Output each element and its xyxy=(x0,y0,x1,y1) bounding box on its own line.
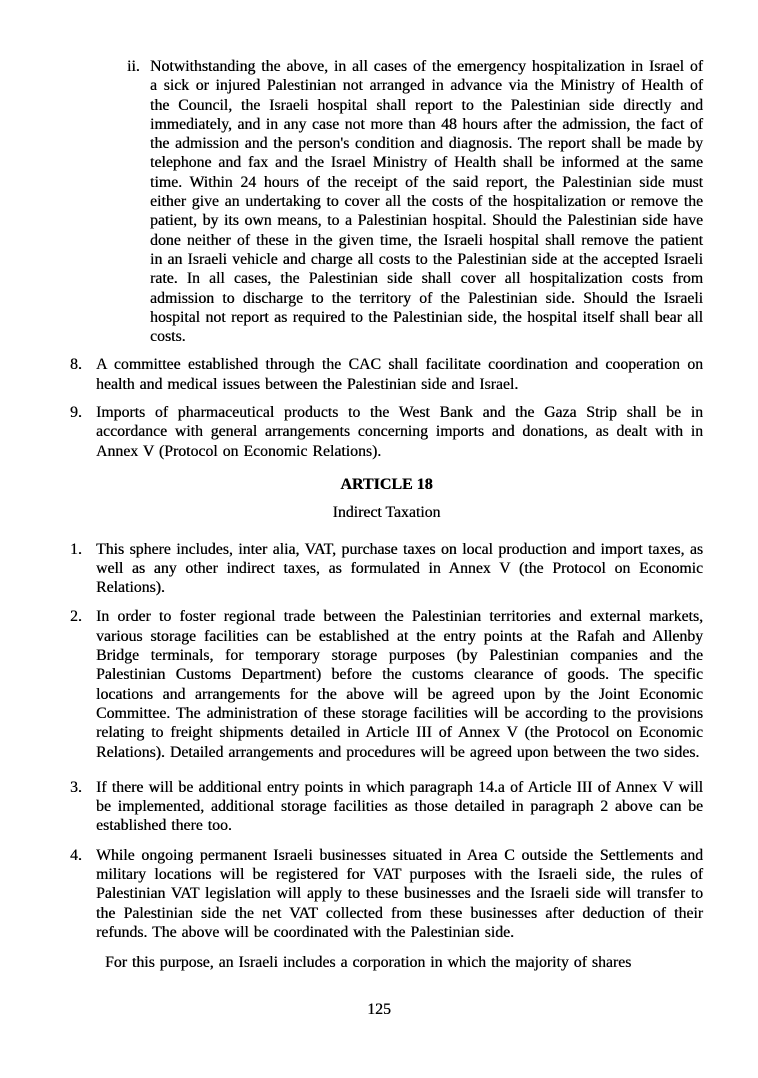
sub-item-text: Notwithstanding the above, in all cases of the emergency hospitalization in Israel of a sick or injured Palestinian not arranged in advance via the Ministry of Health of the Council, the Israeli hospital shall report to the Palestinian side directly and immediately, and in any case not more than 48 hours after the admission, the fact of the admission and the person's condition and diagnosis. The report shall be made by telephone and fax and the Israel Ministry of Health shall be informed at the same time. Within 24 hours of the receipt of the said report, the Palestinian side must either give an undertaking to cover all the costs of the hospitalization or remove the patient, by its own means, to a Palestinian hospital. Should the Palestinian side have done neither of these in the given time, the Israeli hospital shall remove the patient in an Israeli vehicle and charge all costs to the Palestinian side at the accepted Israeli rate. In all cases, the Palestinian side shall cover all hospitalization costs from admission to discharge to the territory of the Palestinian side. Should the Israeli hospital not report as required to the Palestinian side, the hospital itself shall bear all costs. xyxy=(150,58,703,346)
article-18-heading: ARTICLE 18 xyxy=(340,475,433,493)
item-text: In order to foster regional trade between the Palestinian territories and external markets, various storage facilities can be established at the entry points at the Rafah and Allenby Bridge terminals, for temporary storage purposes (by Palestinian companies and the Palestinian Customs Department) before the customs clearance of goods. The specific locations and arrangements for the above will be agreed upon by the Joint Economic Committee. The administration of these storage facilities will be according to the provisions relating to freight shipments detailed in Article III of Annex V (the Protocol on Economic Relations). Detailed arrangements and procedures will be agreed upon between the two sides. xyxy=(96,608,703,761)
paragraph-continuation: For this purpose, an Israeli includes a corporation in which the majority of shares xyxy=(105,954,632,972)
list-item-1 xyxy=(70,540,703,598)
item-number: 1. xyxy=(70,540,82,558)
item-number: 4. xyxy=(70,846,82,864)
list-item-4 xyxy=(70,846,703,942)
item-text: Imports of pharmaceutical products to the West Bank and the Gaza Strip shall be in accordance with general arrangements concerning imports and donations, as dealt with in Annex V (Protocol on Economic Relations). xyxy=(96,404,703,460)
item-number: 2. xyxy=(70,608,82,626)
sub-item-number: ii. xyxy=(127,58,140,75)
item-text: A committee established through the CAC shall facilitate coordination and cooperation on health and medical issues between the Palestinian side and Israel. xyxy=(96,356,703,393)
sub-item-ii xyxy=(127,57,703,346)
item-number: 9. xyxy=(70,404,82,422)
list-item-3 xyxy=(70,778,703,836)
list-item-2 xyxy=(70,607,703,761)
list-item-8 xyxy=(70,355,703,394)
item-number: 3. xyxy=(70,778,82,796)
page-number: 125 xyxy=(367,1001,391,1018)
list-item-9 xyxy=(70,403,703,461)
item-text: If there will be additional entry points in which paragraph 14.a of Article III of Annex V will be implemented, additional storage facilities as those detailed in paragraph 2 above can be established there too. xyxy=(96,778,703,835)
item-text: This sphere includes, inter alia, VAT, purchase taxes on local production and import taxes, as well as any other indirect taxes, as formulated in Annex V (the Protocol on Economic Relations). xyxy=(96,540,703,597)
item-number: 8. xyxy=(70,356,82,374)
article-18-subtitle: Indirect Taxation xyxy=(332,504,441,522)
item-text: While ongoing permanent Israeli businesses situated in Area C outside the Settlements and military locations will be registered for VAT purposes with the Israeli side, the rules of Palestinian VAT legislation will apply to these businesses and the Israeli side will transfer to the Palestinian side the net VAT collected from these businesses after deduction of their refunds. The above will be coordinated with the Palestinian side. xyxy=(96,846,703,941)
